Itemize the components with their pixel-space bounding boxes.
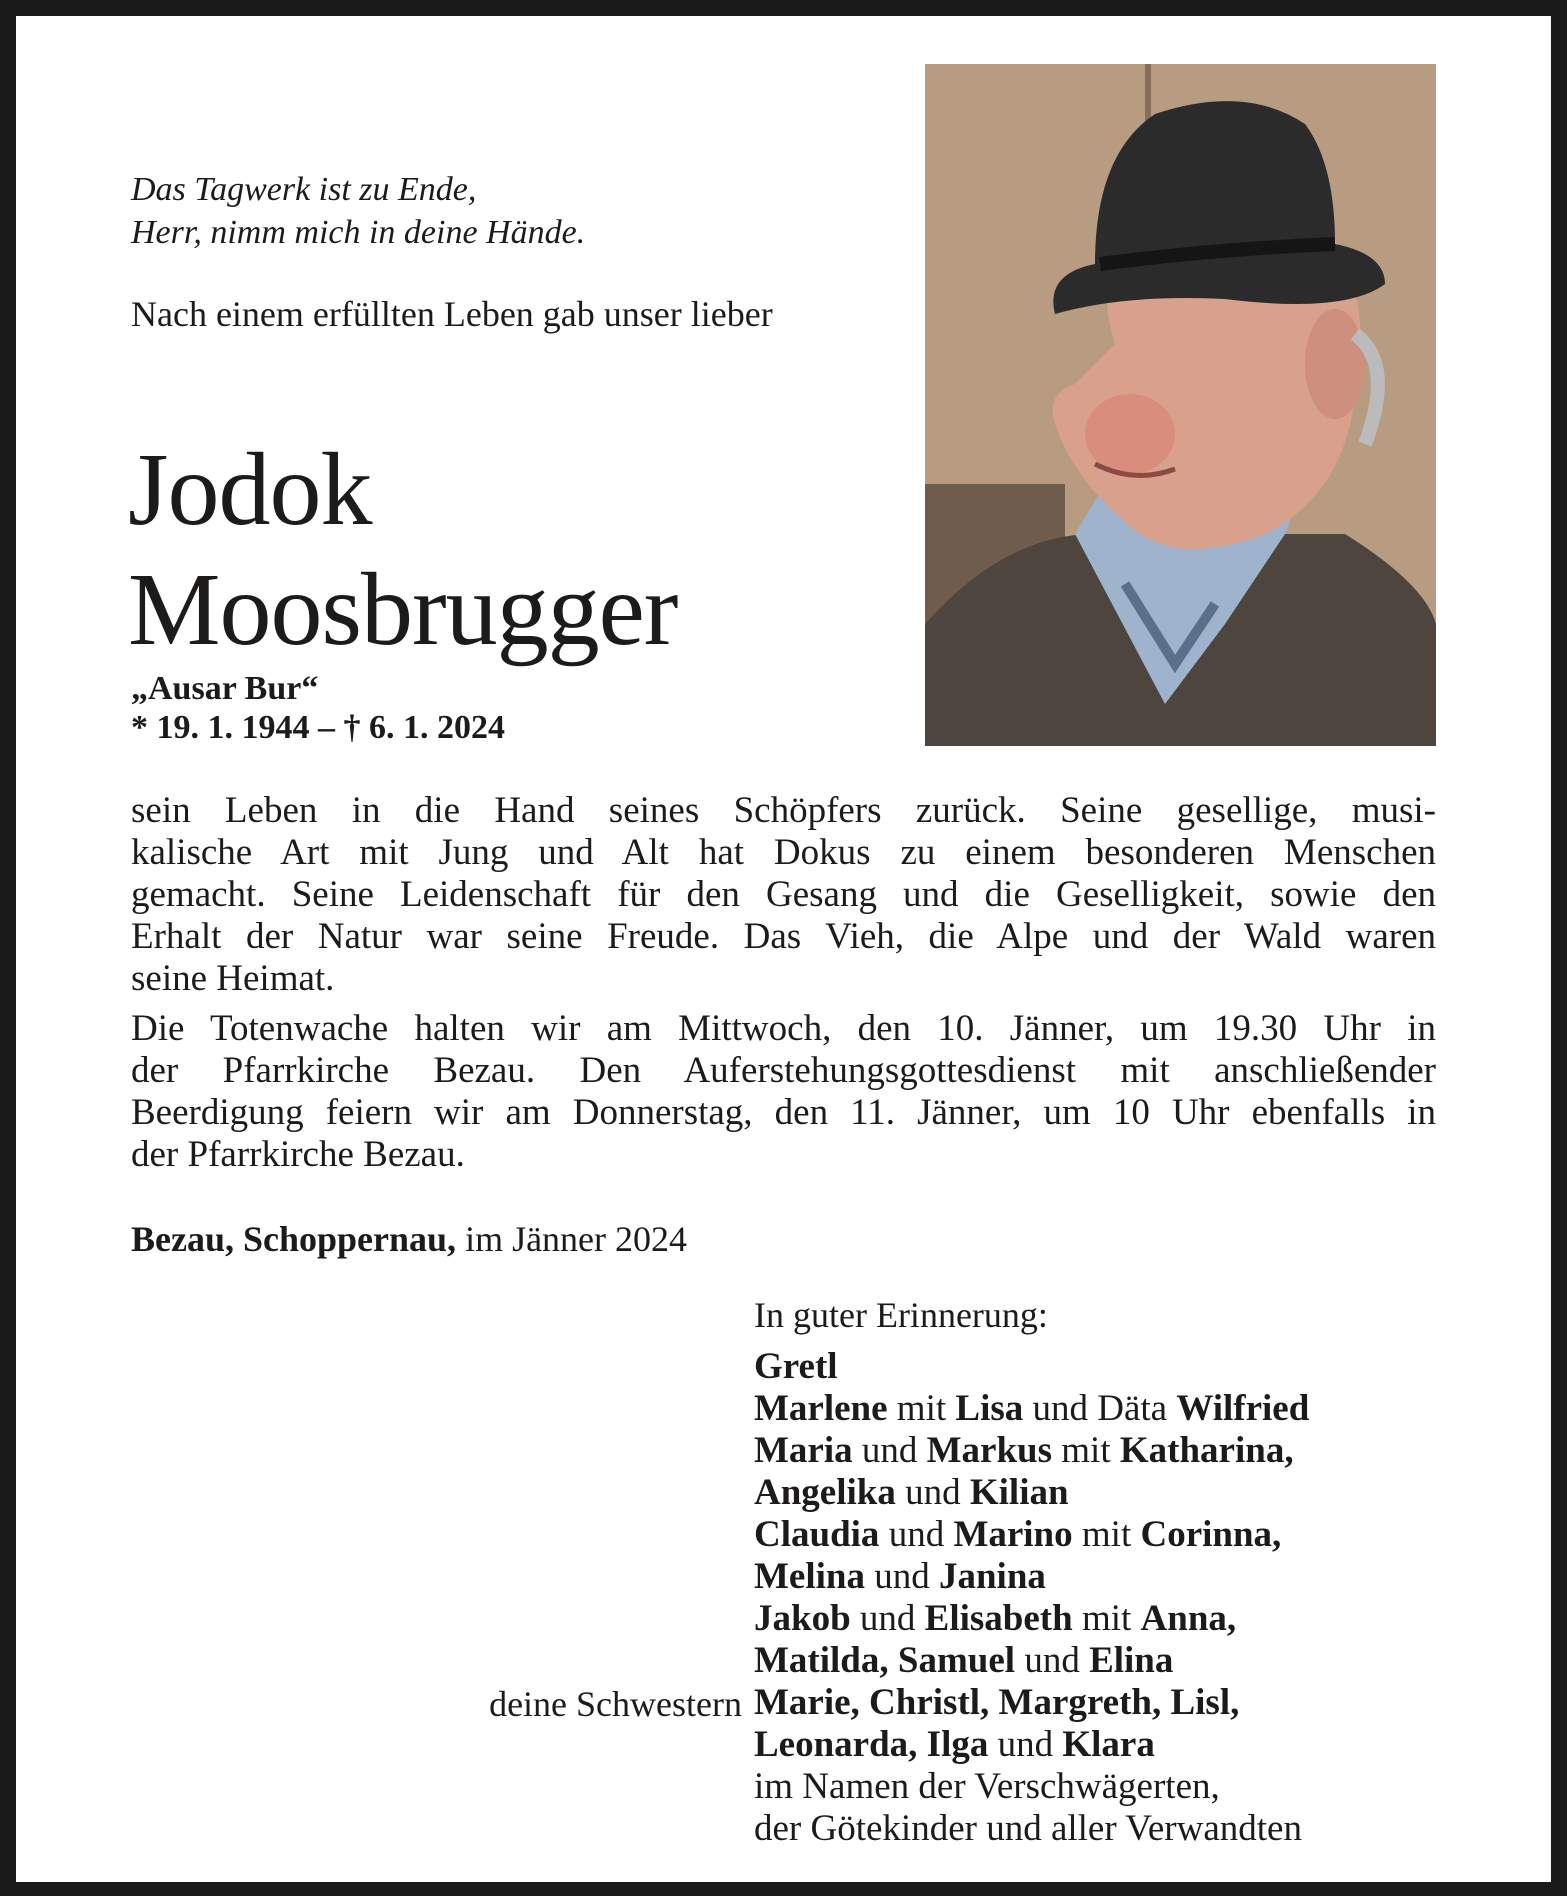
family-name: Elisabeth	[924, 1598, 1073, 1639]
place-and-date	[131, 1218, 687, 1260]
family-list	[754, 1346, 1309, 1850]
deceased-name	[128, 430, 677, 670]
family-name: Corinna,	[1140, 1514, 1282, 1555]
family-line	[754, 1598, 1309, 1640]
family-line	[754, 1388, 1309, 1430]
family-name: Matilda, Samuel	[754, 1640, 1016, 1681]
date-text: im Jänner 2024	[456, 1219, 688, 1259]
family-connector: im Namen der Verschwägerten,	[754, 1766, 1220, 1807]
family-line	[754, 1346, 1309, 1388]
family-line	[754, 1724, 1309, 1766]
sisters-label: deine Schwestern	[489, 1684, 742, 1724]
family-name: Wilfried	[1176, 1388, 1310, 1429]
family-name: Elina	[1089, 1640, 1174, 1681]
family-line	[754, 1640, 1309, 1682]
family-name: Angelika	[754, 1472, 896, 1513]
family-name: Maria	[754, 1430, 853, 1471]
family-connector: und	[988, 1724, 1063, 1765]
family-connector: und	[879, 1514, 954, 1555]
family-connector: mit	[1052, 1430, 1120, 1471]
family-connector: und	[895, 1472, 970, 1513]
motto-line: Herr, nimm mich in deine Hände.	[131, 214, 586, 251]
family-name: Claudia	[754, 1514, 880, 1555]
family-connector: und	[850, 1598, 925, 1639]
life-dates: * 19. 1. 1944 – † 6. 1. 2024	[131, 709, 505, 746]
family-line	[754, 1766, 1309, 1808]
family-line	[754, 1472, 1309, 1514]
family-connector: mit	[887, 1388, 956, 1429]
family-name: Katharina,	[1119, 1430, 1294, 1471]
family-line	[754, 1682, 1309, 1724]
family-connector: mit	[1072, 1514, 1141, 1555]
family-name: Lisa	[955, 1388, 1024, 1429]
intro-text: Nach einem erfüllten Leben gab unser lieber	[131, 294, 773, 334]
family-name: Leonarda, Ilga	[754, 1724, 989, 1765]
body-paragraph	[131, 1008, 1436, 1176]
family-connector: und	[864, 1556, 939, 1597]
first-name: Jodok	[128, 432, 372, 547]
family-connector: und	[1015, 1640, 1090, 1681]
family-name: Kilian	[969, 1472, 1069, 1513]
family-line	[754, 1430, 1309, 1472]
family-line	[754, 1808, 1309, 1850]
family-name: Anna,	[1140, 1598, 1237, 1639]
family-name: Melina	[754, 1556, 865, 1597]
body-line: Beerdigung feiern wir am Donnerstag, den 11. Jänner, um 10 Uhr ebenfalls in	[131, 1092, 1436, 1133]
portrait-photo	[925, 64, 1436, 746]
body-line: seine Heimat.	[131, 958, 335, 999]
body-line: der Pfarrkirche Bezau. Den Auferstehungsgottesdienst mit anschließender	[131, 1050, 1436, 1091]
family-name: Janina	[938, 1556, 1046, 1597]
body-line: kalische Art mit Jung und Alt hat Dokus zu einem besonderen Menschen	[131, 832, 1436, 873]
family-name: Jakob	[754, 1598, 851, 1639]
portrait-illustration	[925, 64, 1436, 746]
place-names: Bezau, Schoppernau,	[131, 1219, 457, 1259]
body-line: der Pfarrkirche Bezau.	[131, 1134, 465, 1175]
family-name: Marlene	[754, 1388, 888, 1429]
family-connector: und	[852, 1430, 927, 1471]
last-name: Moosbrugger	[128, 552, 678, 667]
family-name: Klara	[1062, 1724, 1155, 1765]
body-line: Die Totenwache halten wir am Mittwoch, den 10. Jänner, um 19.30 Uhr in	[131, 1008, 1436, 1049]
remembrance-heading: In guter Erinnerung:	[754, 1295, 1048, 1335]
nickname: „Ausar Bur“	[131, 670, 319, 707]
family-line	[754, 1556, 1309, 1598]
family-line	[754, 1514, 1309, 1556]
family-name: Marie, Christl, Margreth, Lisl,	[754, 1682, 1240, 1723]
family-connector: und Däta	[1023, 1388, 1177, 1429]
body-line: Erhalt der Natur war seine Freude. Das Vieh, die Alpe und der Wald waren	[131, 916, 1436, 957]
motto	[131, 168, 585, 254]
family-name: Gretl	[754, 1346, 838, 1387]
body-line: gemacht. Seine Leidenschaft für den Gesang und die Geselligkeit, sowie den	[131, 874, 1436, 915]
body-line: sein Leben in die Hand seines Schöpfers zurück. Seine gesellige, musi-	[131, 790, 1436, 831]
family-name: Marino	[953, 1514, 1073, 1555]
obituary-body	[131, 790, 1436, 1184]
family-connector: der Götekinder und aller Verwandten	[754, 1808, 1302, 1849]
motto-line: Das Tagwerk ist zu Ende,	[131, 171, 477, 208]
family-connector: mit	[1072, 1598, 1141, 1639]
family-name: Markus	[926, 1430, 1053, 1471]
nickname-and-dates	[131, 669, 505, 747]
body-paragraph	[131, 790, 1436, 1000]
